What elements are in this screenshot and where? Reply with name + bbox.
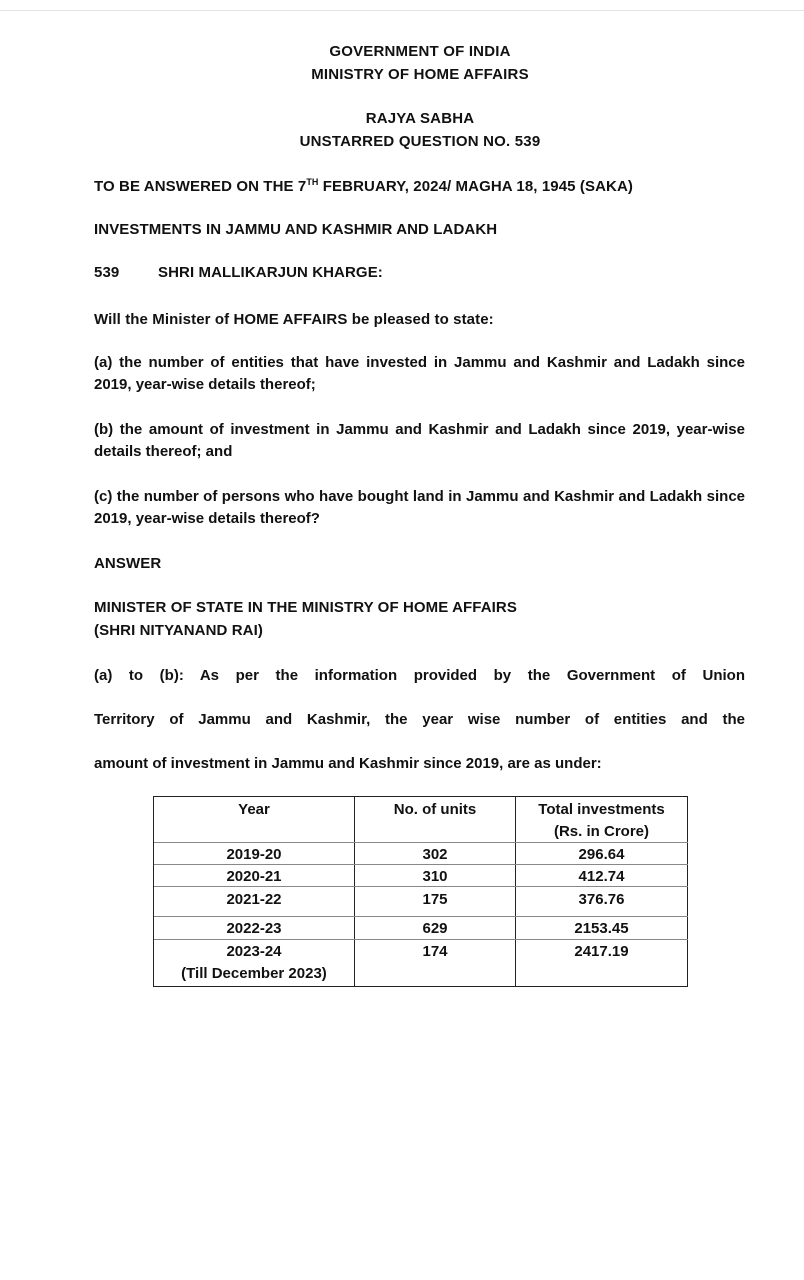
cell-year: 2023-24 (226, 943, 282, 960)
cell-year: 2020-21 (226, 868, 282, 885)
question-part-b: (b) the amount of investment in Jammu and Kashmir and Ladakh since 2019, year-wise details thereof; and (94, 421, 745, 460)
cell-year: 2022-23 (226, 920, 282, 937)
ministry-title: MINISTRY OF HOME AFFAIRS (311, 66, 529, 83)
row-divider (154, 916, 688, 917)
question-number: 539 (94, 264, 120, 281)
column-divider (687, 797, 688, 986)
row-divider (154, 939, 688, 940)
cell-investment: 376.76 (578, 891, 625, 908)
minister-title: MINISTER OF STATE IN THE MINISTRY OF HOME AFFAIRS (94, 599, 517, 616)
answer-line-1: (a) to (b): As per the information provided by the Government of Union (94, 667, 745, 684)
top-divider (0, 10, 804, 11)
question-intro: Will the Minister of HOME AFFAIRS be pleased to state: (94, 311, 494, 328)
answer-line-3: amount of investment in Jammu and Kashmir since 2019, are as under: (94, 755, 602, 772)
answer-line-2: Territory of Jammu and Kashmir, the year wise number of entities and the (94, 711, 745, 728)
question-number-title: UNSTARRED QUESTION NO. 539 (299, 133, 541, 150)
row-divider (154, 864, 688, 865)
cell-year: 2019-20 (226, 846, 282, 863)
question-part-c: (c) the number of persons who have bought land in Jammu and Kashmir and Ladakh since 2019, year-wise details thereof? (94, 488, 745, 527)
row-divider (154, 886, 688, 887)
answer-date: TO BE ANSWERED ON THE 7TH FEBRUARY, 2024/ MAGHA 18, 1945 (SAKA) (94, 177, 633, 195)
cell-units: 175 (422, 891, 448, 908)
cell-units: 629 (422, 920, 448, 937)
header-year: Year (238, 801, 270, 818)
row-divider (154, 842, 688, 843)
header-units: No. of units (393, 801, 477, 818)
cell-investment: 296.64 (578, 846, 625, 863)
header-investment: Total investments (538, 801, 665, 818)
house-title: RAJYA SABHA (365, 110, 475, 127)
cell-investment: 2417.19 (574, 943, 629, 960)
cell-units: 174 (422, 943, 448, 960)
subject-heading: INVESTMENTS IN JAMMU AND KASHMIR AND LADAKH (94, 221, 498, 238)
answer-heading: ANSWER (94, 555, 162, 572)
question-part-a: (a) the number of entities that have invested in Jammu and Kashmir and Ladakh since 2019, year-wise details thereof; (94, 354, 745, 393)
header-investment-unit: (Rs. in Crore) (553, 823, 649, 840)
cell-year: 2021-22 (226, 891, 282, 908)
cell-units: 302 (422, 846, 448, 863)
investment-table (153, 796, 688, 987)
cell-investment: 2153.45 (574, 920, 629, 937)
member-name: SHRI MALLIKARJUN KHARGE: (158, 264, 383, 281)
cell-investment: 412.74 (578, 868, 625, 885)
cell-year-note: (Till December 2023) (181, 965, 327, 982)
minister-name: (SHRI NITYANAND RAI) (94, 622, 263, 639)
govt-title: GOVERNMENT OF INDIA (329, 43, 511, 60)
cell-units: 310 (422, 868, 448, 885)
